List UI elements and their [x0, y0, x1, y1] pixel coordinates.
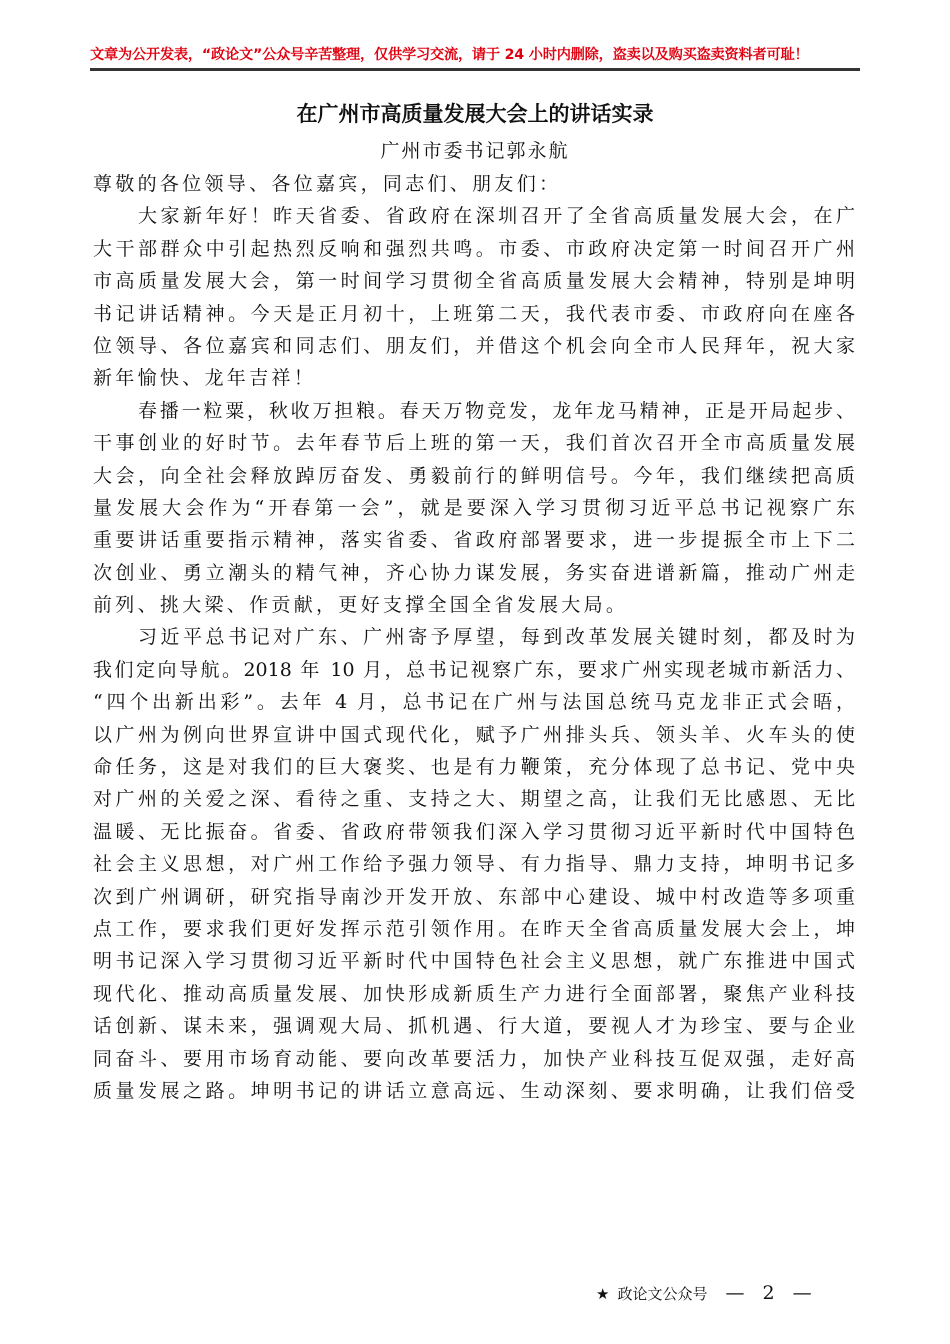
document-body	[93, 168, 855, 1107]
text-line: 习近平总书记对广东、广州寄予厚望，每到改革发展关键时刻，都及时为	[138, 626, 855, 649]
copyright-notice: 文章为公开发表，“政论文”公众号辛苦整理，仅供学习交流，请于 24 小时内删除，盗卖以及购买盗卖资料者可耻！	[90, 47, 809, 63]
star-icon: ★	[596, 1285, 610, 1303]
text-line: 春播一粒粟，秋收万担粮。春天万物竞发，龙年龙马精神，正是开局起步、	[138, 399, 855, 422]
text-line: 大会，向全社会释放踔厉奋发、勇毅前行的鲜明信号。今年，我们继续把高质	[93, 464, 855, 487]
text-line: 同奋斗、要用市场育动能、要向改革要活力，加快产业科技互促双强，走好高	[93, 1047, 855, 1070]
page-number: — 2 —	[725, 1282, 818, 1304]
text-line: 我们定向导航。2018 年 10 月，总书记视察广东，要求广州实现老城市新活力、	[93, 658, 855, 681]
text-line: 次创业、勇立潮头的精气神，齐心协力谋发展，务实奋进谱新篇，推动广州走	[93, 561, 855, 584]
text-line: 明书记深入学习贯彻习近平新时代中国特色社会主义思想，就广东推进中国式	[93, 950, 855, 973]
text-line: 次到广州调研，研究指导南沙开发开放、东部中心建设、城中村改造等多项重	[93, 885, 855, 908]
text-line: 点工作，要求我们更好发挥示范引领作用。在昨天全省高质量发展大会上，坤	[93, 917, 855, 940]
text-line: 社会主义思想，对广州工作给予强力领导、有力指导、鼎力支持，坤明书记多	[93, 853, 855, 876]
text-line: “四个出新出彩”。去年 4 月，总书记在广州与法国总统马克龙非正式会晤，	[93, 691, 855, 714]
text-line: 质量发展之路。坤明书记的讲话立意高远、生动深刻、要求明确，让我们倍受	[93, 1079, 855, 1102]
text-line: 书记讲话精神。今天是正月初十，上班第二天，我代表市委、市政府向在座各	[93, 302, 855, 325]
document-title: 在广州市高质量发展大会上的讲话实录	[296, 101, 654, 126]
text-line: 量发展大会作为“开春第一会”，就是要深入学习贯彻习近平总书记视察广东	[93, 496, 855, 519]
text-line: 现代化、推动高质量发展、加快形成新质生产力进行全面部署，聚焦产业科技	[93, 982, 855, 1005]
text-line: 以广州为例向世界宣讲中国式现代化，赋予广州排头兵、领头羊、火车头的使	[93, 723, 855, 746]
text-line: 干事创业的好时节。去年春节后上班的第一天，我们首次召开全市高质量发展	[93, 432, 855, 455]
author-byline: 广州市委书记郭永航	[380, 140, 570, 162]
page-footer	[596, 1282, 818, 1304]
text-line: 话创新、谋未来，强调观大局、抓机遇、行大道，要视人才为珍宝、要与企业	[93, 1015, 855, 1038]
text-line: 新年愉快、龙年吉祥！	[93, 367, 317, 390]
text-line: 市高质量发展大会，第一时间学习贯彻全省高质量发展大会精神，特别是坤明	[93, 270, 855, 293]
text-line: 大干部群众中引起热烈反响和强烈共鸣。市委、市政府决定第一时间召开广州	[93, 237, 855, 260]
text-line: 对广州的关爱之深、看待之重、支持之大、期望之高，让我们无比感恩、无比	[93, 788, 855, 811]
header-rule	[90, 68, 860, 71]
text-line: 尊敬的各位领导、各位嘉宾，同志们、朋友们：	[93, 173, 562, 195]
text-line: 重要讲话重要指示精神，落实省委、省政府部署要求，进一步提振全市上下二	[93, 529, 855, 552]
text-line: 命任务，这是对我们的巨大褒奖、也是有力鞭策，充分体现了总书记、党中央	[93, 756, 855, 779]
footer-source: 政论文公众号	[617, 1285, 708, 1303]
text-line: 前列、挑大梁、作贡献，更好支撑全国全省发展大局。	[93, 594, 629, 617]
text-line: 温暖、无比振奋。省委、省政府带领我们深入学习贯彻习近平新时代中国特色	[93, 820, 855, 843]
text-line: 大家新年好！昨天省委、省政府在深圳召开了全省高质量发展大会，在广	[138, 205, 855, 228]
text-line: 位领导、各位嘉宾和同志们、朋友们，并借这个机会向全市人民拜年，祝大家	[93, 334, 855, 357]
